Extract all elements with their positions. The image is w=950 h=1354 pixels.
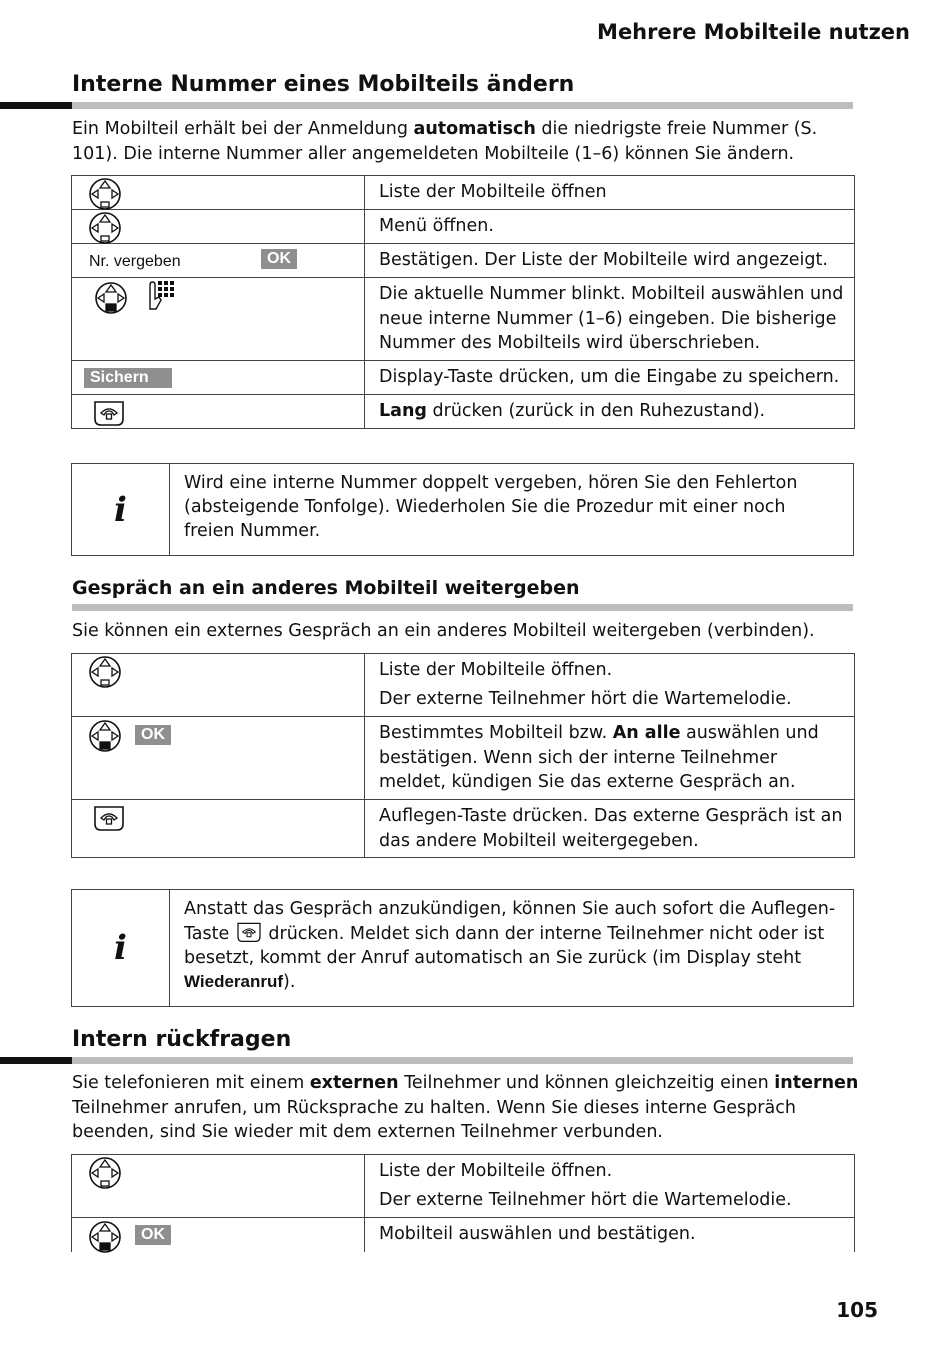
ok-softkey[interactable]: OK bbox=[135, 725, 171, 745]
end-call-key-icon bbox=[92, 804, 126, 832]
info-text: Anstatt das Gespräch anzukündigen, können Sie auch sofort die Auflegen-Taste drücken. Meldet sich dann der interne Teilnehmer nicht oder ist besetzt, kommt der Anruf automatisch an Sie zurück (im Display steht Wiederanruf). bbox=[184, 899, 836, 992]
table-row bbox=[72, 361, 855, 395]
step-text: Menü öffnen. bbox=[365, 210, 855, 244]
step-text: Liste der Mobilteile öffnen. Der externe Teilnehmer hört die Wartemelodie. bbox=[365, 654, 855, 717]
table-row bbox=[72, 244, 855, 278]
end-call-key-icon bbox=[235, 921, 263, 943]
step-text: Auflegen-Taste drücken. Das externe Gespräch ist an das andere Mobilteil weitergegeben. bbox=[365, 800, 855, 858]
table-row bbox=[72, 800, 855, 858]
step-text: Lang drücken (zurück in den Ruhezustand). bbox=[365, 395, 855, 429]
table-row bbox=[72, 654, 855, 717]
info-box bbox=[71, 463, 854, 556]
table-row bbox=[72, 1218, 855, 1252]
keypad-icon bbox=[146, 279, 176, 313]
table-row bbox=[72, 1155, 855, 1218]
steps-table bbox=[71, 175, 855, 429]
control-key-icon bbox=[94, 281, 128, 315]
table-row bbox=[72, 717, 855, 800]
table-row bbox=[72, 395, 855, 429]
info-box bbox=[71, 889, 854, 1007]
section-rule bbox=[72, 102, 853, 109]
step-text: Die aktuelle Nummer blinkt. Mobilteil auswählen und neue interne Nummer (1–6) eingeben. Die bisherige Nummer des Mobilteils wird überschrieben. bbox=[365, 278, 855, 361]
ok-softkey[interactable]: OK bbox=[135, 1225, 171, 1245]
control-key-icon bbox=[88, 655, 122, 689]
section-title: Gespräch an ein anderes Mobilteil weitergeben bbox=[72, 577, 580, 599]
table-row bbox=[72, 278, 855, 361]
section-rule bbox=[72, 1057, 853, 1064]
control-key-icon bbox=[88, 177, 122, 211]
section-intro: Sie telefonieren mit einem externen Teilnehmer und können gleichzeitig einen internen Teilnehmer anrufen, um Rücksprache zu halten. Wenn Sie dieses interne Gespräch beenden, sind Sie wieder mit dem externen Teilnehmer verbunden. bbox=[72, 1073, 859, 1142]
section-title: Intern rückfragen bbox=[72, 1027, 292, 1052]
section-intro: Sie können ein externes Gespräch an ein anderes Mobilteil weitergeben (verbinden). bbox=[72, 621, 815, 641]
sichern-softkey[interactable]: Sichern bbox=[84, 368, 172, 388]
step-text: Mobilteil auswählen und bestätigen. bbox=[365, 1218, 855, 1252]
control-key-icon bbox=[88, 211, 122, 245]
table-row bbox=[72, 176, 855, 210]
section-rule bbox=[0, 1057, 72, 1064]
page-number: 105 bbox=[836, 1298, 878, 1322]
section-title: Interne Nummer eines Mobilteils ändern bbox=[72, 72, 575, 97]
section-intro: Ein Mobilteil erhält bei der Anmeldung automatisch die niedrigste freie Nummer (S. 101). Die interne Nummer aller angemeldeten Mobilteile (1–6) können Sie ändern. bbox=[72, 119, 818, 164]
info-icon: i bbox=[72, 890, 170, 1006]
info-icon: i bbox=[72, 464, 170, 555]
table-row bbox=[72, 210, 855, 244]
step-text: Bestätigen. Der Liste der Mobilteile wird angezeigt. bbox=[365, 244, 855, 278]
steps-table bbox=[71, 1154, 855, 1252]
section-rule bbox=[0, 102, 72, 109]
section-rule bbox=[72, 604, 853, 611]
info-text: Wird eine interne Nummer doppelt vergeben, hören Sie den Fehlerton (absteigende Tonfolge). Wiederholen Sie die Prozedur mit einer noch freien Nummer. bbox=[184, 473, 798, 541]
steps-table bbox=[71, 653, 855, 858]
step-text: Display-Taste drücken, um die Eingabe zu speichern. bbox=[365, 361, 855, 395]
control-key-icon bbox=[88, 1220, 122, 1254]
ok-softkey[interactable]: OK bbox=[261, 249, 297, 269]
chapter-title: Mehrere Mobilteile nutzen bbox=[597, 20, 910, 44]
display-menu-entry: Nr. vergeben bbox=[89, 253, 181, 270]
end-call-key-icon bbox=[92, 399, 126, 427]
control-key-icon bbox=[88, 719, 122, 753]
step-text: Liste der Mobilteile öffnen. Der externe Teilnehmer hört die Wartemelodie. bbox=[365, 1155, 855, 1218]
control-key-icon bbox=[88, 1156, 122, 1190]
step-text: Bestimmtes Mobilteil bzw. An alle auswählen und bestätigen. Wenn sich der interne Teilnehmer meldet, kündigen Sie das externe Gespräch an. bbox=[365, 717, 855, 800]
step-text: Liste der Mobilteile öffnen bbox=[365, 176, 855, 210]
